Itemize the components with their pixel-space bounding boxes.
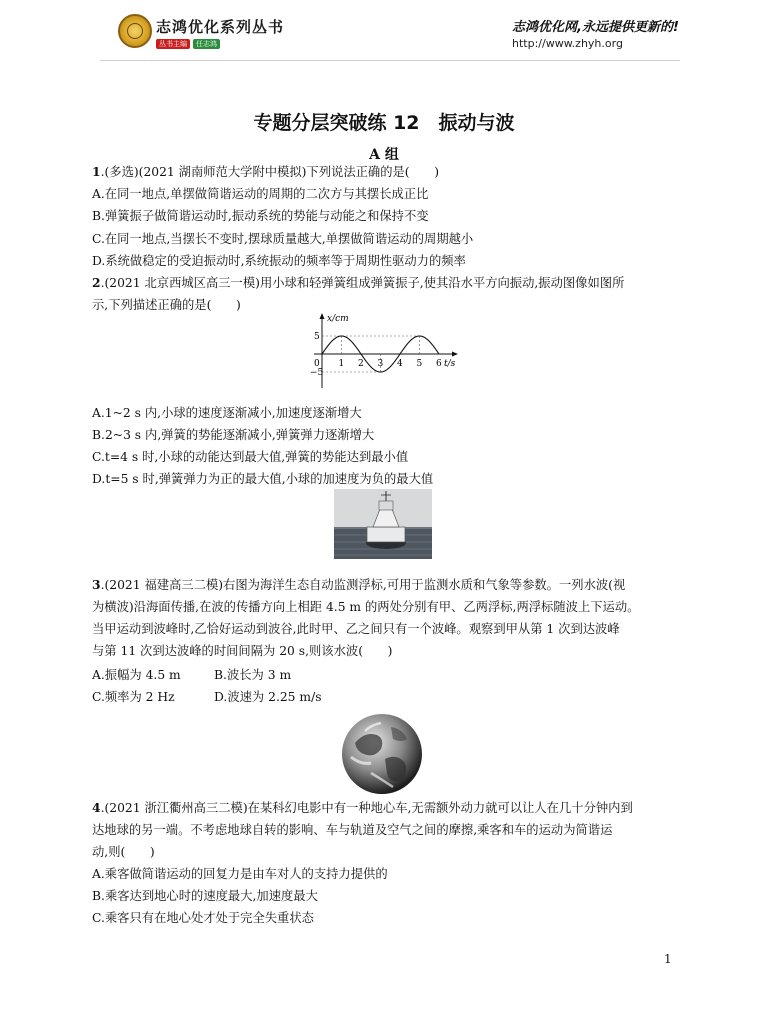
x-tick-labels xyxy=(314,359,442,369)
vibration-graph xyxy=(300,310,462,390)
series-editor xyxy=(156,38,220,49)
q3-option-b: B.波长为 3 m xyxy=(214,668,292,682)
editor-name: 任志鸿 xyxy=(193,39,220,49)
page-title: 专题分层突破练 12 振动与波 xyxy=(253,112,515,134)
q3-stem-line-3: 当甲运动到波峰时,乙恰好运动到波谷,此时甲、乙之间只有一个波峰。观察到甲从第 1 次到达波峰 xyxy=(92,622,620,636)
earth-image xyxy=(341,713,423,795)
y-tick-label: 5 xyxy=(314,332,320,342)
q1-option-d: D.系统做稳定的受迫振动时,系统振动的频率等于周期性驱动力的频率 xyxy=(92,254,466,268)
x-tick-label: 4 xyxy=(397,359,403,369)
q4-stem-line-3: 动,则( ) xyxy=(92,845,155,859)
q3-stem-line-1: 3.(2021 福建高三二模)右图为海洋生态自动监测浮标,可用于监测水质和气象等参数。一列水波(视 xyxy=(92,577,626,592)
q4-number: 4 xyxy=(92,800,101,815)
q2-number: 2 xyxy=(92,275,101,290)
q4-stem-line-1: 4.(2021 浙江衢州高三二模)在某科幻电影中有一种地心车,无需额外动力就可以让人在几十分钟内到 xyxy=(92,800,633,815)
page-number: 1 xyxy=(664,952,672,966)
x-tick-label: 1 xyxy=(338,359,345,369)
q2-stem-line-1: 2.(2021 北京西城区高三一模)用小球和轻弹簧组成弹簧振子,使其沿水平方向振动,振动图像如图所 xyxy=(92,275,625,290)
q3-stem-line-4: 与第 11 次到达波峰的时间间隔为 20 s,则该水波( ) xyxy=(92,644,393,658)
q4-option-a: A.乘客做简谐运动的回复力是由车对人的支持力提供的 xyxy=(92,867,388,881)
q3-option-c: C.频率为 2 Hz xyxy=(92,690,175,704)
q3-stem-line-2: 为横波)沿海面传播,在波的传播方向上相距 4.5 m 的两处分别有甲、乙两浮标,两浮标随波上下运动。 xyxy=(92,600,640,614)
site-slogan: 志鸿优化网,永远提供更新的! xyxy=(512,20,679,35)
q1-option-b: B.弹簧振子做简谐运动时,振动系统的势能与动能之和保持不变 xyxy=(92,209,429,223)
y-axis-arrow xyxy=(320,313,325,319)
page-header xyxy=(0,0,768,62)
q3-number: 3 xyxy=(92,577,101,592)
x-tick-label: 2 xyxy=(358,359,364,369)
q1-option-c: C.在同一地点,当摆长不变时,摆球质量越大,单摆做简谐运动的周期越小 xyxy=(92,232,474,246)
group-title: A 组 xyxy=(369,147,399,163)
x-tick-label: 0 xyxy=(314,359,320,369)
series-title: 志鸿优化系列丛书 xyxy=(156,18,285,36)
q2-option-c: C.t=4 s 时,小球的动能达到最大值,弹簧的势能达到最小值 xyxy=(92,450,409,464)
emblem-logo-icon xyxy=(118,14,152,48)
y-tick-label: −5 xyxy=(310,368,324,378)
q3-option-d: D.波速为 2.25 m/s xyxy=(214,690,322,704)
q1-option-a: A.在同一地点,单摆做简谐运动的周期的二次方与其摆长成正比 xyxy=(92,187,429,201)
q2-option-d: D.t=5 s 时,弹簧弹力为正的最大值,小球的加速度为负的最大值 xyxy=(92,472,434,486)
y-axis-label: x/cm xyxy=(327,314,349,324)
q4-option-c: C.乘客只有在地心处才处于完全失重状态 xyxy=(92,911,314,925)
x-tick-label: 3 xyxy=(377,359,384,369)
x-axis-label: t/s xyxy=(444,359,456,369)
site-url[interactable]: http://www.zhyh.org xyxy=(512,37,623,50)
editor-label: 丛书主编 xyxy=(156,39,190,49)
q4-stem-line-2: 达地球的另一端。不考虑地球自转的影响、车与轨道及空气之间的摩擦,乘客和车的运动为简谐运 xyxy=(92,823,613,837)
header-divider xyxy=(100,60,680,61)
q2-option-b: B.2~3 s 内,弹簧的势能逐渐减小,弹簧弹力逐渐增大 xyxy=(92,428,375,442)
x-tick-label: 6 xyxy=(436,359,442,369)
q4-option-b: B.乘客达到地心时的速度最大,加速度最大 xyxy=(92,889,318,903)
q2-option-a: A.1~2 s 内,小球的速度逐渐减小,加速度逐渐增大 xyxy=(92,406,362,420)
x-axis-arrow xyxy=(452,352,458,357)
x-tick-label: 5 xyxy=(416,359,423,369)
q2-stem-line-2: 示,下列描述正确的是( ) xyxy=(92,298,241,312)
q3-option-a: A.振幅为 4.5 m xyxy=(92,668,181,682)
q1-stem: 1.(多选)(2021 湖南师范大学附中模拟)下列说法正确的是( ) xyxy=(92,164,439,179)
q1-number: 1 xyxy=(92,164,101,179)
ocean-buoy-image xyxy=(334,489,432,559)
